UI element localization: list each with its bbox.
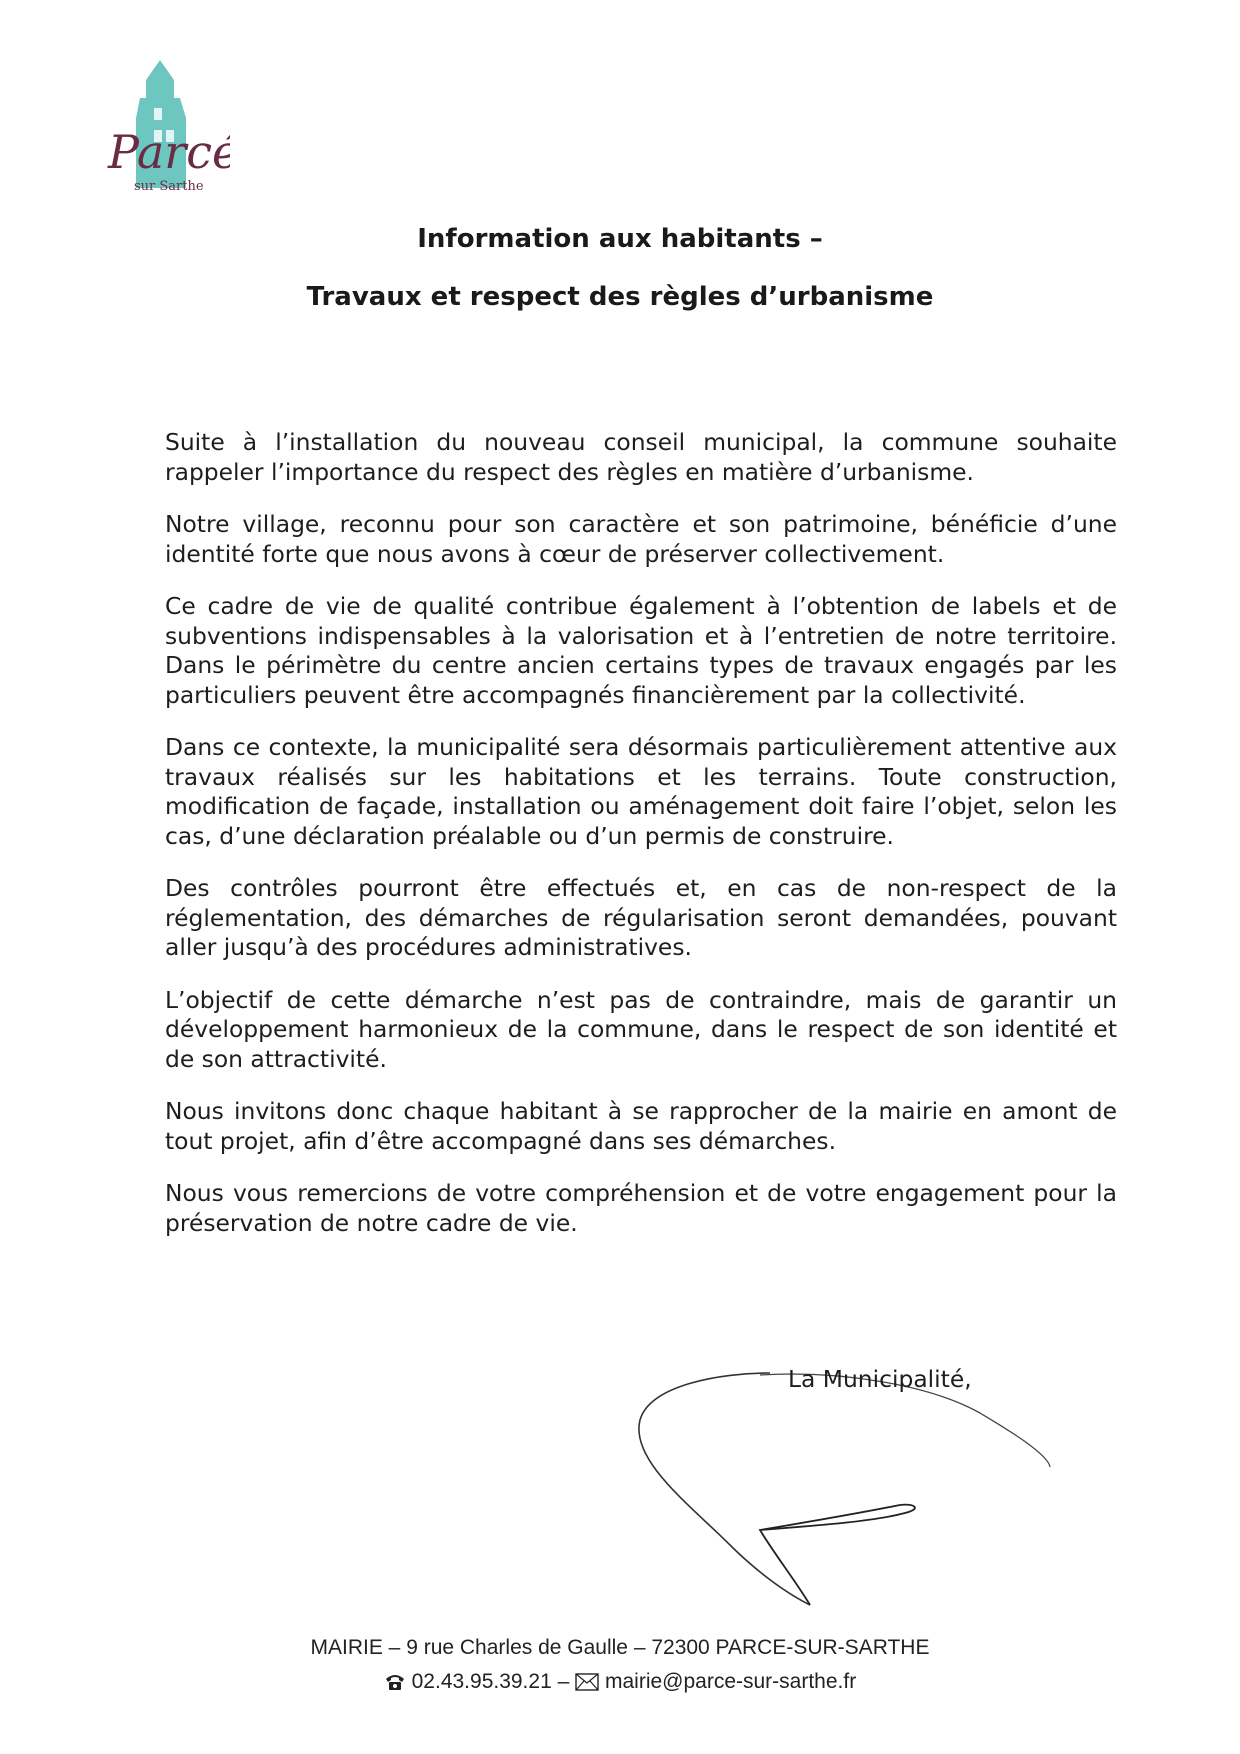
svg-text:Parcé: Parcé bbox=[108, 125, 230, 179]
paragraph: Des contrôles pourront être effectués et, en cas de non-respect de la réglementation, des démarches de régularisation seront demandées, pouvant aller jusqu’à des procédures administratives. bbox=[165, 874, 1117, 961]
paragraph: Suite à l’installation du nouveau conseil municipal, la commune souhaite rappeler l’importance du respect des règles en matière d’urbanisme. bbox=[165, 428, 1117, 486]
paragraph: Nous vous remercions de votre compréhension et de votre engagement pour la préservation de notre cadre de vie. bbox=[165, 1179, 1117, 1237]
letter-body bbox=[165, 428, 1117, 1261]
telephone-icon bbox=[384, 1673, 406, 1697]
footer-separator: – bbox=[557, 1670, 570, 1693]
footer-email[interactable]: mairie@parce-sur-sarthe.fr bbox=[604, 1670, 857, 1693]
paragraph: Nous invitons donc chaque habitant à se rapprocher de la mairie en amont de tout projet, afin d’être accompagné dans ses démarches. bbox=[165, 1097, 1117, 1155]
footer-contact bbox=[0, 1670, 1240, 1697]
municipality-logo bbox=[100, 58, 230, 208]
paragraph: Dans ce contexte, la municipalité sera désormais particulièrement attentive aux travaux réalisés sur les habitations et les terrains. Toute construction, modification de façade, installation ou aménagement doit faire l’objet, selon les cas, d’une déclaration préalable ou d’un permis de construire. bbox=[165, 733, 1117, 850]
footer-phone: 02.43.95.39.21 bbox=[411, 1670, 552, 1693]
document-title-line-1: Information aux habitants – bbox=[417, 224, 823, 254]
envelope-icon bbox=[575, 1673, 599, 1697]
signature-block bbox=[600, 1365, 1100, 1645]
house-logo-icon bbox=[100, 58, 230, 208]
footer-address: MAIRIE – 9 rue Charles de Gaulle – 72300 PARCE-SUR-SARTHE bbox=[310, 1636, 930, 1659]
paragraph: Notre village, reconnu pour son caractère et son patrimoine, bénéficie d’une identité forte que nous avons à cœur de préserver collectivement. bbox=[165, 510, 1117, 568]
paragraph: L’objectif de cette démarche n’est pas de contraindre, mais de garantir un développement harmonieux de la commune, dans le respect de son identité et de son attractivité. bbox=[165, 985, 1117, 1073]
paragraph: Ce cadre de vie de qualité contribue également à l’obtention de labels et de subventions indispensables à la valorisation et à l’entretien de notre territoire. Dans le périmètre du centre ancien certains types de travaux engagés par les particuliers peuvent être accompagnés financièrement par la collectivité. bbox=[165, 592, 1117, 709]
document-title-line-2: Travaux et respect des règles d’urbanisme bbox=[306, 282, 934, 312]
signature-label: La Municipalité, bbox=[788, 1365, 972, 1393]
handwritten-signature bbox=[600, 1365, 1100, 1645]
svg-text:sur Sarthe: sur Sarthe bbox=[134, 179, 204, 194]
